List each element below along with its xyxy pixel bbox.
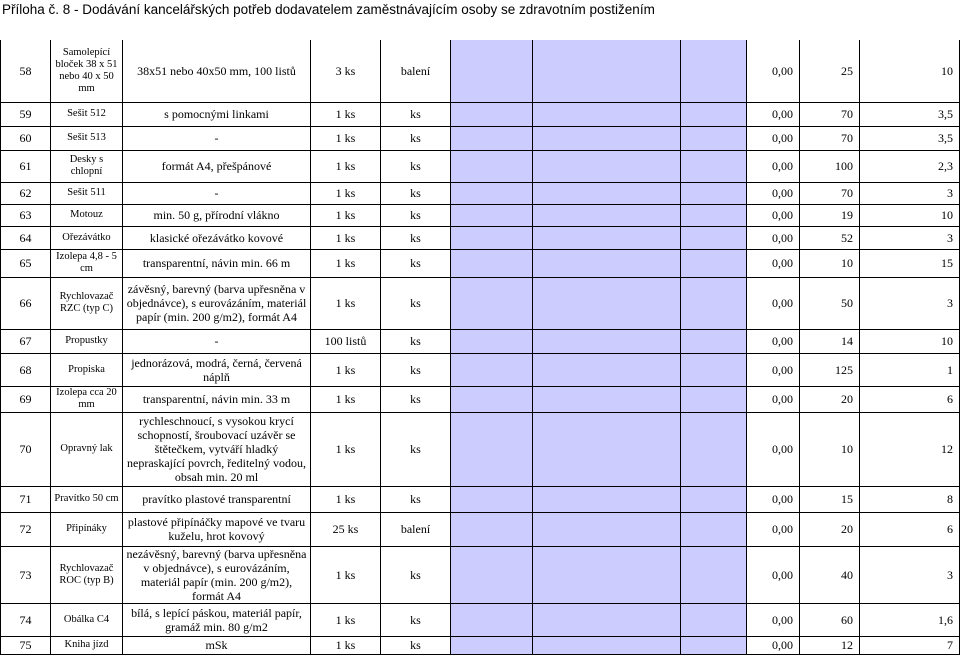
row-number: 62 xyxy=(1,182,51,204)
price-entry-cell[interactable] xyxy=(533,636,681,654)
item-price: 0,00 xyxy=(747,150,800,182)
item-name: Izolepa 4,8 - 5 cm xyxy=(51,249,123,277)
row-number: 63 xyxy=(1,204,51,226)
table-row xyxy=(1,546,960,603)
item-quantity: 1 ks xyxy=(311,204,381,226)
item-spec: formát A4, přešpánové xyxy=(123,150,311,182)
price-entry-cell[interactable] xyxy=(681,329,747,353)
item-spec: nezávěsný, barevný (barva upřesněna v objednávce), s eurovázáním, materiál papír (min. 200 g/m2), formát A4 xyxy=(123,546,311,603)
item-quantity: 1 ks xyxy=(311,353,381,386)
item-weight: 8 xyxy=(860,486,960,512)
row-number: 74 xyxy=(1,603,51,636)
table-row xyxy=(1,182,960,204)
price-entry-cell[interactable] xyxy=(533,512,681,546)
item-price: 0,00 xyxy=(747,40,800,102)
price-entry-cell[interactable] xyxy=(533,182,681,204)
item-quantity: 1 ks xyxy=(311,386,381,412)
price-entry-cell[interactable] xyxy=(533,126,681,150)
item-unit: ks xyxy=(381,150,451,182)
item-price: 0,00 xyxy=(747,636,800,654)
item-weight: 1 xyxy=(860,353,960,386)
item-spec: 38x51 nebo 40x50 mm, 100 listů xyxy=(123,40,311,102)
table-row xyxy=(1,102,960,126)
item-name: Samolepící bloček 38 x 51 nebo 40 x 50 mm xyxy=(51,40,123,102)
table-row xyxy=(1,40,960,102)
item-price: 0,00 xyxy=(747,512,800,546)
item-weight: 3 xyxy=(860,226,960,249)
price-entry-cell[interactable] xyxy=(681,204,747,226)
item-count: 14 xyxy=(800,329,860,353)
item-unit: ks xyxy=(381,102,451,126)
table-row xyxy=(1,412,960,486)
item-count: 60 xyxy=(800,603,860,636)
item-quantity: 1 ks xyxy=(311,102,381,126)
item-unit: ks xyxy=(381,603,451,636)
row-number: 72 xyxy=(1,512,51,546)
price-entry-cell[interactable] xyxy=(681,249,747,277)
item-quantity: 1 ks xyxy=(311,603,381,636)
item-weight: 3,5 xyxy=(860,102,960,126)
item-name: Rychlovazač ROC (typ B) xyxy=(51,546,123,603)
price-entry-cell[interactable] xyxy=(533,412,681,486)
item-count: 20 xyxy=(800,386,860,412)
item-price: 0,00 xyxy=(747,329,800,353)
price-entry-cell[interactable] xyxy=(451,226,533,249)
page-title: Příloha č. 8 - Dodávání kancelářských potřeb dodavatelem zaměstnávajícím osoby se zdravotním postižením xyxy=(2,2,655,17)
item-weight: 15 xyxy=(860,249,960,277)
item-spec: jednorázová, modrá, černá, červená náplň xyxy=(123,353,311,386)
row-number: 65 xyxy=(1,249,51,277)
row-number: 58 xyxy=(1,40,51,102)
item-count: 125 xyxy=(800,353,860,386)
item-weight: 3 xyxy=(860,277,960,329)
price-entry-cell[interactable] xyxy=(451,182,533,204)
price-entry-cell[interactable] xyxy=(533,204,681,226)
item-weight: 6 xyxy=(860,386,960,412)
price-entry-cell[interactable] xyxy=(681,486,747,512)
item-weight: 3 xyxy=(860,546,960,603)
row-number: 61 xyxy=(1,150,51,182)
row-number: 66 xyxy=(1,277,51,329)
item-unit: ks xyxy=(381,546,451,603)
item-name: Sešit 513 xyxy=(51,126,123,150)
table-row xyxy=(1,486,960,512)
item-quantity: 3 ks xyxy=(311,40,381,102)
item-unit: balení xyxy=(381,512,451,546)
table-row xyxy=(1,226,960,249)
item-name: Sešit 512 xyxy=(51,102,123,126)
price-entry-cell[interactable] xyxy=(451,603,533,636)
item-spec: bílá, s lepící páskou, materiál papír, gramáž min. 80 g/m2 xyxy=(123,603,311,636)
item-unit: ks xyxy=(381,636,451,654)
item-count: 50 xyxy=(800,277,860,329)
table-row xyxy=(1,329,960,353)
item-quantity: 100 listů xyxy=(311,329,381,353)
item-weight: 3 xyxy=(860,182,960,204)
price-entry-cell[interactable] xyxy=(681,636,747,654)
item-spec: rychleschnoucí, s vysokou krycí schopností, šroubovací uzávěr se štětečkem, vytváří hladký nepraskající povrch, ředitelný vodou, obsah min. 20 ml xyxy=(123,412,311,486)
item-name: Kniha jízd xyxy=(51,636,123,654)
item-quantity: 1 ks xyxy=(311,182,381,204)
price-entry-cell[interactable] xyxy=(681,126,747,150)
item-weight: 6 xyxy=(860,512,960,546)
item-name: Desky s chlopní xyxy=(51,150,123,182)
item-unit: ks xyxy=(381,353,451,386)
price-entry-cell[interactable] xyxy=(451,40,533,102)
price-entry-cell[interactable] xyxy=(451,353,533,386)
item-count: 52 xyxy=(800,226,860,249)
item-count: 20 xyxy=(800,512,860,546)
item-weight: 2,3 xyxy=(860,150,960,182)
item-count: 70 xyxy=(800,182,860,204)
table-row xyxy=(1,353,960,386)
item-unit: ks xyxy=(381,412,451,486)
table-row xyxy=(1,204,960,226)
price-entry-cell[interactable] xyxy=(533,40,681,102)
price-entry-cell[interactable] xyxy=(533,102,681,126)
item-name: Propiska xyxy=(51,353,123,386)
item-unit: ks xyxy=(381,277,451,329)
price-entry-cell[interactable] xyxy=(681,182,747,204)
item-unit: ks xyxy=(381,249,451,277)
item-spec: - xyxy=(123,329,311,353)
price-entry-cell[interactable] xyxy=(533,249,681,277)
item-quantity: 1 ks xyxy=(311,249,381,277)
item-weight: 12 xyxy=(860,412,960,486)
price-entry-cell[interactable] xyxy=(533,226,681,249)
item-price: 0,00 xyxy=(747,546,800,603)
item-price: 0,00 xyxy=(747,126,800,150)
price-entry-cell[interactable] xyxy=(681,40,747,102)
item-price: 0,00 xyxy=(747,603,800,636)
item-spec: - xyxy=(123,126,311,150)
table-row xyxy=(1,512,960,546)
price-entry-cell[interactable] xyxy=(681,102,747,126)
item-quantity: 1 ks xyxy=(311,150,381,182)
row-number: 70 xyxy=(1,412,51,486)
table-row xyxy=(1,249,960,277)
price-entry-cell[interactable] xyxy=(533,277,681,329)
item-count: 70 xyxy=(800,126,860,150)
row-number: 59 xyxy=(1,102,51,126)
item-weight: 10 xyxy=(860,329,960,353)
price-entry-cell[interactable] xyxy=(681,353,747,386)
price-entry-cell[interactable] xyxy=(681,386,747,412)
price-entry-cell[interactable] xyxy=(451,249,533,277)
price-entry-cell[interactable] xyxy=(681,512,747,546)
item-spec: min. 50 g, přírodní vlákno xyxy=(123,204,311,226)
price-entry-cell[interactable] xyxy=(451,546,533,603)
item-name: Ořezávátko xyxy=(51,226,123,249)
item-price: 0,00 xyxy=(747,412,800,486)
item-name: Propustky xyxy=(51,329,123,353)
price-entry-cell[interactable] xyxy=(681,277,747,329)
item-price: 0,00 xyxy=(747,353,800,386)
table-row xyxy=(1,603,960,636)
price-entry-cell[interactable] xyxy=(681,226,747,249)
item-name: Rychlovazač RZC (typ C) xyxy=(51,277,123,329)
item-quantity: 1 ks xyxy=(311,546,381,603)
item-spec: transparentní, návin min. 33 m xyxy=(123,386,311,412)
item-name: Izolepa cca 20 mm xyxy=(51,386,123,412)
item-unit: ks xyxy=(381,204,451,226)
item-count: 15 xyxy=(800,486,860,512)
price-entry-cell[interactable] xyxy=(451,204,533,226)
item-spec: klasické ořezávátko kovové xyxy=(123,226,311,249)
item-name: Motouz xyxy=(51,204,123,226)
table-row xyxy=(1,126,960,150)
item-weight: 10 xyxy=(860,204,960,226)
row-number: 68 xyxy=(1,353,51,386)
item-weight: 1,6 xyxy=(860,603,960,636)
price-entry-cell[interactable] xyxy=(533,386,681,412)
item-quantity: 1 ks xyxy=(311,412,381,486)
item-quantity: 1 ks xyxy=(311,277,381,329)
row-number: 60 xyxy=(1,126,51,150)
item-spec: pravítko plastové transparentní xyxy=(123,486,311,512)
item-quantity: 1 ks xyxy=(311,636,381,654)
item-name: Sešit 511 xyxy=(51,182,123,204)
item-spec: plastové připínáčky mapové ve tvaru kuželu, hrot kovový xyxy=(123,512,311,546)
price-entry-cell[interactable] xyxy=(451,386,533,412)
item-spec: mSk xyxy=(123,636,311,654)
item-price: 0,00 xyxy=(747,204,800,226)
row-number: 75 xyxy=(1,636,51,654)
item-price: 0,00 xyxy=(747,226,800,249)
row-number: 67 xyxy=(1,329,51,353)
item-unit: balení xyxy=(381,40,451,102)
price-entry-cell[interactable] xyxy=(533,329,681,353)
item-spec: transparentní, návin min. 66 m xyxy=(123,249,311,277)
item-weight: 3,5 xyxy=(860,126,960,150)
item-unit: ks xyxy=(381,329,451,353)
item-unit: ks xyxy=(381,226,451,249)
item-count: 10 xyxy=(800,412,860,486)
price-entry-cell[interactable] xyxy=(451,329,533,353)
item-spec: s pomocnými linkami xyxy=(123,102,311,126)
item-weight: 10 xyxy=(860,40,960,102)
item-count: 40 xyxy=(800,546,860,603)
item-count: 19 xyxy=(800,204,860,226)
item-spec: závěsný, barevný (barva upřesněna v objednávce), s eurovázáním, materiál papír (min. 200 g/m2), formát A4 xyxy=(123,277,311,329)
item-price: 0,00 xyxy=(747,386,800,412)
item-unit: ks xyxy=(381,126,451,150)
item-count: 10 xyxy=(800,249,860,277)
item-unit: ks xyxy=(381,386,451,412)
row-number: 64 xyxy=(1,226,51,249)
row-number: 69 xyxy=(1,386,51,412)
price-entry-cell[interactable] xyxy=(451,126,533,150)
item-price: 0,00 xyxy=(747,249,800,277)
table-row xyxy=(1,277,960,329)
table-row xyxy=(1,150,960,182)
item-unit: ks xyxy=(381,486,451,512)
item-quantity: 1 ks xyxy=(311,486,381,512)
item-name: Pravítko 50 cm xyxy=(51,486,123,512)
item-price: 0,00 xyxy=(747,102,800,126)
supplies-table xyxy=(0,40,960,655)
price-entry-cell[interactable] xyxy=(533,486,681,512)
item-count: 100 xyxy=(800,150,860,182)
item-quantity: 25 ks xyxy=(311,512,381,546)
item-unit: ks xyxy=(381,182,451,204)
item-price: 0,00 xyxy=(747,182,800,204)
price-entry-cell[interactable] xyxy=(681,603,747,636)
price-entry-cell[interactable] xyxy=(451,412,533,486)
price-entry-cell[interactable] xyxy=(681,546,747,603)
price-entry-cell[interactable] xyxy=(533,603,681,636)
price-entry-cell[interactable] xyxy=(533,546,681,603)
item-name: Připínáky xyxy=(51,512,123,546)
item-name: Opravný lak xyxy=(51,412,123,486)
item-weight: 7 xyxy=(860,636,960,654)
item-spec: - xyxy=(123,182,311,204)
item-count: 70 xyxy=(800,102,860,126)
price-entry-cell[interactable] xyxy=(451,150,533,182)
item-quantity: 1 ks xyxy=(311,126,381,150)
price-entry-cell[interactable] xyxy=(451,102,533,126)
price-entry-cell[interactable] xyxy=(451,277,533,329)
item-count: 25 xyxy=(800,40,860,102)
price-entry-cell[interactable] xyxy=(451,512,533,546)
item-name: Obálka C4 xyxy=(51,603,123,636)
price-entry-cell[interactable] xyxy=(451,636,533,654)
item-price: 0,00 xyxy=(747,486,800,512)
row-number: 71 xyxy=(1,486,51,512)
price-entry-cell[interactable] xyxy=(681,150,747,182)
price-entry-cell[interactable] xyxy=(681,412,747,486)
table-row xyxy=(1,386,960,412)
price-entry-cell[interactable] xyxy=(451,486,533,512)
table-row xyxy=(1,636,960,654)
item-count: 12 xyxy=(800,636,860,654)
item-quantity: 1 ks xyxy=(311,226,381,249)
price-entry-cell[interactable] xyxy=(533,150,681,182)
row-number: 73 xyxy=(1,546,51,603)
price-entry-cell[interactable] xyxy=(533,353,681,386)
item-price: 0,00 xyxy=(747,277,800,329)
